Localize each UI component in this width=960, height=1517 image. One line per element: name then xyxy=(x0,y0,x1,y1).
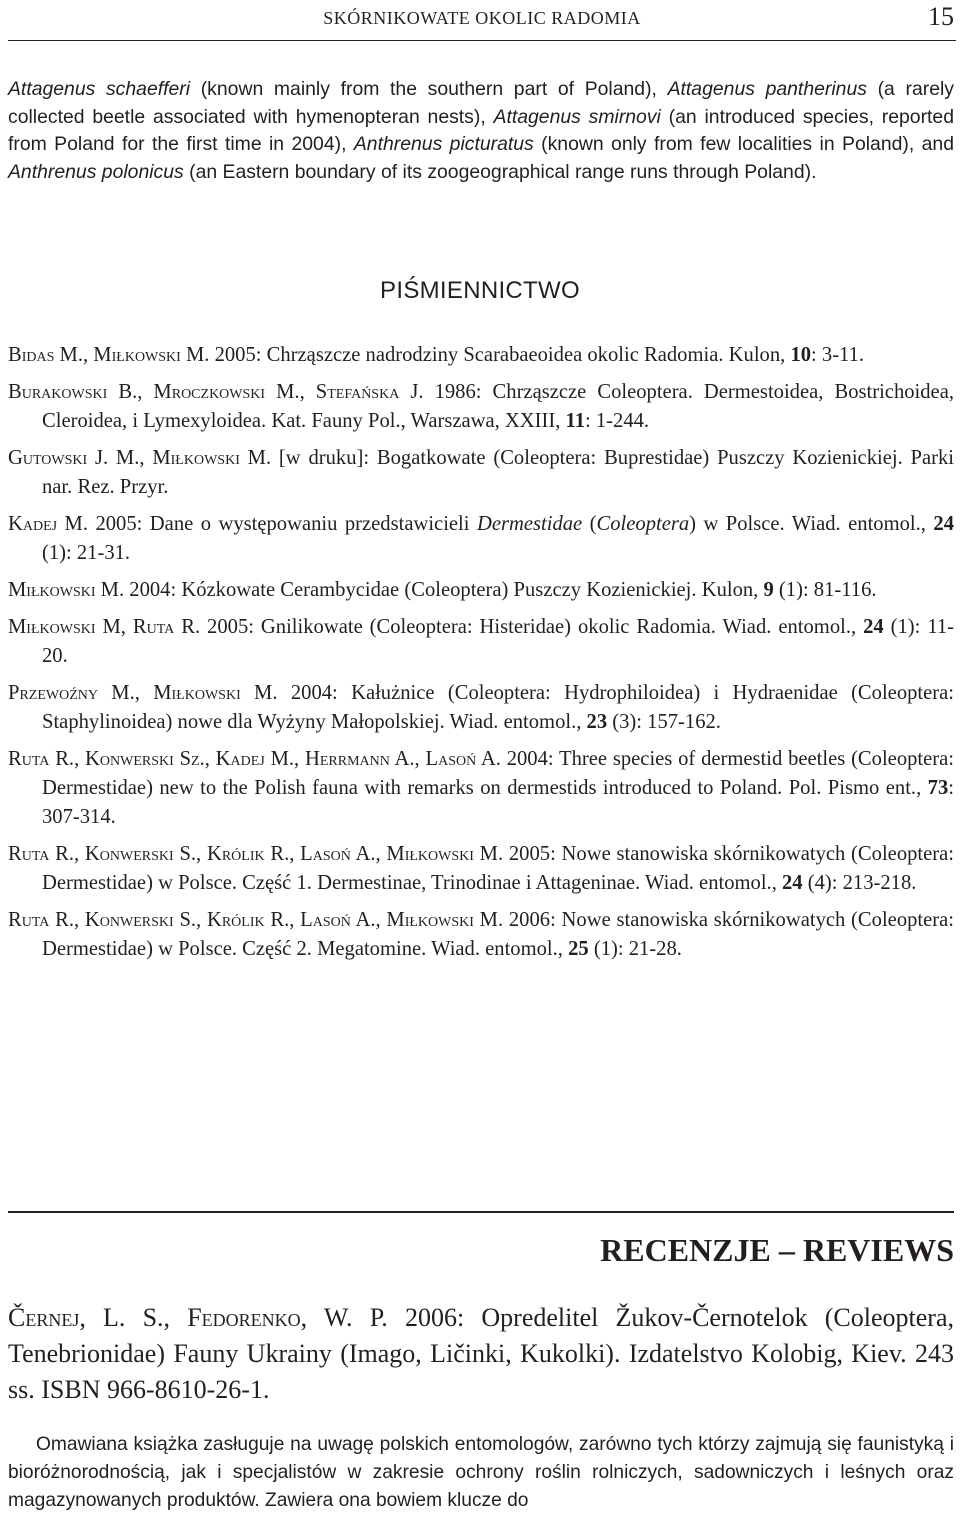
ref-italic-taxon: Coleoptera xyxy=(596,513,690,535)
ref-pages: (1): 21-28. xyxy=(588,938,682,960)
review-authors: Černej, L. S., Fedorenko, W. P. xyxy=(8,1303,388,1332)
reference-item xyxy=(8,840,954,898)
reviews-heading: RECENZJE – REVIEWS xyxy=(600,1232,954,1268)
ref-pages: (3): 157-162. xyxy=(607,711,721,733)
taxon-name: Anthrenus polonicus xyxy=(8,160,184,183)
ref-authors: Ruta R., Konwerski S., Królik R., Lasoń A., Miłkowski M. xyxy=(8,909,504,931)
review-citation-text: 2006: Opredelitel Žukov-Černotelok (Coleoptera, Tenebrionidae) Fauny Ukrainy (Imago, Ličinki, Kukolki). Izdatelstvo Kolobig, Kiev. 243 ss. ISBN 966-8610-26-1. xyxy=(8,1303,955,1404)
ref-pages: : 1-244. xyxy=(585,410,650,432)
ref-text: ( xyxy=(582,513,597,535)
ref-authors: Bidas M., Miłkowski M. xyxy=(8,344,210,366)
section-heading-references: PIŚMIENNICTWO xyxy=(380,277,580,304)
review-citation xyxy=(8,1300,954,1408)
ref-text: 2005: Chrząszcze nadrodziny Scarabaeoidea okolic Radomia. Kulon, xyxy=(209,344,791,366)
ref-text: 2004: Three species of dermestid beetles (Coleoptera: Dermestidae) new to the Polish fauna with remarks on dermestids introduced to Poland. Pol. Pismo ent., xyxy=(42,748,954,799)
ref-authors: Ruta R., Konwerski Sz., Kadej M., Herrmann A., Lasoń A. xyxy=(8,748,501,770)
ref-authors: Ruta R., Konwerski S., Królik R., Lasoń A., Miłkowski M. xyxy=(8,843,504,865)
intro-text: (a rarely collected beetle associated with hymenopteran nests), xyxy=(8,78,954,128)
ref-text: 2005: Dane o występowaniu przedstawicieli xyxy=(88,513,477,535)
reference-item xyxy=(8,613,954,671)
reference-item xyxy=(8,444,954,502)
ref-pages: : 3-11. xyxy=(811,344,865,366)
ref-text: [w druku]: Bogatkowate (Coleoptera: Buprestidae) Puszczy Kozienickiej. Parki nar. Rez. Przyr. xyxy=(42,447,954,498)
reference-item xyxy=(8,906,954,964)
taxon-name: Attagenus schaefferi xyxy=(8,78,191,100)
ref-volume: 11 xyxy=(565,410,586,432)
intro-text: (known mainly from the southern part of Poland), xyxy=(190,78,668,100)
ref-authors: Miłkowski M. xyxy=(8,579,125,601)
ref-volume: 25 xyxy=(568,938,589,960)
ref-volume: 24 xyxy=(863,616,884,638)
section-divider xyxy=(8,1211,954,1213)
ref-italic-taxon: Dermestidae xyxy=(476,513,583,535)
ref-volume: 24 xyxy=(782,872,803,894)
reference-item xyxy=(8,576,954,605)
ref-authors: Burakowski B., Mroczkowski M., Stefańska J. xyxy=(8,381,424,403)
ref-authors: Kadej M. xyxy=(8,513,88,535)
running-head xyxy=(8,0,956,41)
reference-item xyxy=(8,679,954,737)
ref-authors: Gutowski J. M., Miłkowski M. xyxy=(8,447,272,469)
ref-pages: (4): 213-218. xyxy=(802,872,917,894)
reference-item xyxy=(8,745,954,832)
ref-pages: (1): 11-20. xyxy=(42,616,955,667)
taxon-name: Attagenus smirnovi xyxy=(493,105,661,128)
intro-text: (known only from few localities in Poland), and xyxy=(533,133,954,156)
intro-text: (an introduced species, reported from Poland for the first time in 2004), xyxy=(8,105,954,156)
ref-volume: 9 xyxy=(763,579,774,601)
review-body: Omawiana książka zasługuje na uwagę polskich entomologów, zarówno tych którzy zajmują się faunistyką i bioróżnorodnością, jak i specjalistów w zakresie ochrony roślin rolniczych, sadowniczych i leśnych oraz magazynowanych produktów. Zawiera ona bowiem klucze do xyxy=(8,1434,954,1511)
ref-volume: 23 xyxy=(586,711,608,733)
ref-authors: Miłkowski M, Ruta R. xyxy=(8,616,201,638)
ref-pages: (1): 81-116. xyxy=(773,579,877,601)
page-number: 15 xyxy=(928,2,954,31)
ref-volume: 10 xyxy=(790,344,812,366)
taxon-name: Anthrenus picturatus xyxy=(353,133,534,156)
ref-text: 1986: Chrząszcze Coleoptera. Dermestoidea, Bostrichoidea, Cleroidea, i Lymexyloidea. Kat. Fauny Pol., Warszawa, XXIII, xyxy=(42,381,954,432)
reference-list xyxy=(8,341,954,972)
ref-text: 2005: Nowe stanowiska skórnikowatych (Coleoptera: Dermestidae) w Polsce. Część 1. Dermestinae, Trinodinae i Attageninae. Wiad. entomol., xyxy=(42,843,954,894)
intro-text: (an Eastern boundary of its zoogeographical range runs through Poland). xyxy=(183,160,817,183)
ref-text: 2004: Kózkowate Cerambycidae (Coleoptera) Puszczy Kozienickiej. Kulon, xyxy=(124,579,764,601)
ref-pages: : 307-314. xyxy=(42,777,954,828)
ref-text: 2004: Kałużnice (Coleoptera: Hydrophiloidea) i Hydraenidae (Coleoptera: Staphylinoidea) nowe dla Wyżyny Małopolskiej. Wiad. entomol., xyxy=(42,682,955,733)
ref-text: ) w Polsce. Wiad. entomol., xyxy=(689,513,934,535)
reference-item xyxy=(8,378,954,436)
taxon-name: Attagenus pantherinus xyxy=(667,78,867,100)
running-title: SKÓRNIKOWATE OKOLIC RADOMIA xyxy=(323,8,641,28)
ref-authors: Przewoźny M., Miłkowski M. xyxy=(8,682,278,704)
ref-volume: 73 xyxy=(927,777,949,799)
ref-pages: (1): 21-31. xyxy=(42,542,131,564)
reference-item xyxy=(8,510,954,568)
ref-text: 2005: Gnilikowate (Coleoptera: Histeridae) okolic Radomia. Wiad. entomol., xyxy=(200,616,864,638)
intro-paragraph xyxy=(8,76,954,186)
ref-volume: 24 xyxy=(933,513,954,535)
ref-text: 2006: Nowe stanowiska skórnikowatych (Coleoptera: Dermestidae) w Polsce. Część 2. Megatomine. Wiad. entomol., xyxy=(42,909,954,960)
reference-item xyxy=(8,341,954,370)
